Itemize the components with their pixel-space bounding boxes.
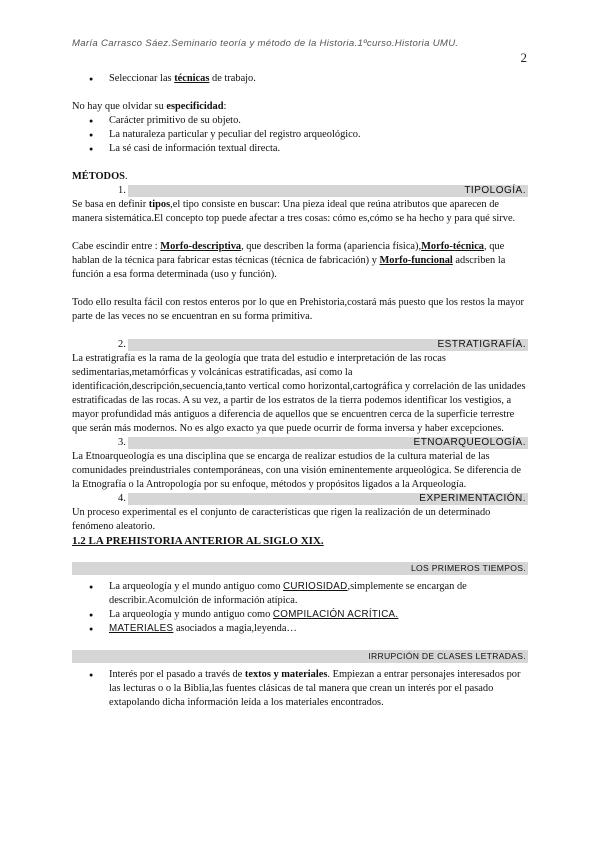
- item-underline: COMPILACIÓN ACRÍTICA.: [272, 609, 399, 620]
- term-morfo-tecnica: Morfo-técnica: [421, 241, 484, 252]
- list-item: [72, 72, 528, 86]
- para-text: ,el tipo consiste en buscar: Una pieza ideal que reúna atributos que aparecen de manera sistemática.El concepto top puede afectar a tres cosas: cómo es,cómo se ha hecho y para qué sirve.: [72, 199, 516, 224]
- list-item: [72, 580, 528, 608]
- tipologia-p2: [72, 240, 528, 282]
- etnoarqueologia-text: La Etnoarqueología es una disciplina que se encarga de realizar estudios de la cultura material de las comunidades preindustriales contemporáneas, con una visión eminentemente arqueológica. Se diferencia de la Etnografía o la Antropología por su enfoque, métodos y propósitos ligados a la Arqueología.: [72, 451, 521, 490]
- item-text: Interés por el pasado a través de: [109, 669, 245, 680]
- item-text: ,simplemente se encargan de describir.Acomulción de información atípica.: [109, 581, 467, 606]
- section-1-2-title: 1.2 LA PREHISTORIA ANTERIOR AL SIGLO XIX.: [72, 535, 324, 547]
- etnoarqueologia-heading: [72, 436, 528, 450]
- para-text: , que describen la forma (apariencia física),: [241, 241, 422, 252]
- item-underline: MATERIALES: [109, 623, 174, 634]
- metodos-heading: [72, 170, 528, 184]
- estratigrafia-text: La estratigrafía es la rama de la geología que trata del estudio e interpretación de las rocas sedimentarias,metamórficas y volcánicas estratificadas, así como la identificación,descripción,secuencia,tanto vertical como horizontal,cartográfica y correlación de las unidades estratificadas de las rocas. A su vez, a partir de los estratos de la tierra podemos identificar los vestigios, a mayor profundidad más antiguos a diferencia de aquellos que se encuentren cerca de la superficie terrestre que serán más modernos. No es algo exacto ya que puede ocurrir de forma inversa y haber excepciones.: [72, 353, 526, 434]
- page-number: 2: [520, 50, 527, 65]
- document-body: [72, 72, 528, 710]
- tipologia-p3: Todo ello resulta fácil con restos enteros por lo que en Prehistoria,costará más puesto que los restos la mayor parte de las veces no se encuentran en su forma primitiva.: [72, 297, 525, 322]
- primeros-tiempos-bar: LOS PRIMEROS TIEMPOS.: [72, 562, 528, 575]
- term-morfo-funcional: Morfo-funcional: [379, 255, 453, 266]
- item-text: . Empiezan a entrar personajes interesados por las lecturas o o la Biblia,las fuentes clásicas de tal manera que crean un interés por el pasado extapolando dicha información leída a los materiales encontrados.: [109, 669, 521, 708]
- experimentacion-heading: [72, 492, 528, 506]
- term-morfo-descriptiva: Morfo-descriptiva: [160, 241, 242, 252]
- item-number: 3.: [118, 437, 126, 448]
- para-text: Cabe escindir entre :: [72, 241, 161, 252]
- item-text: La arqueología y el mundo antiguo como: [109, 581, 283, 592]
- para-text: Se basa en definir: [72, 199, 149, 210]
- list-item: [72, 608, 528, 622]
- item-text: asociados a magia,leyenda…: [173, 623, 297, 634]
- intro-bold: especificidad: [166, 101, 224, 112]
- estratigrafia-heading: [72, 338, 528, 352]
- list-item: [72, 622, 528, 636]
- item-text: de trabajo.: [209, 73, 256, 84]
- section-bar: TIPOLOGÍA.: [128, 185, 528, 197]
- intro-punct: :: [223, 101, 227, 112]
- item-number: 1.: [118, 185, 126, 196]
- tipologia-heading: [72, 184, 528, 198]
- item-bold: técnicas: [174, 73, 210, 84]
- item-text: La arqueología y mundo antiguo como: [109, 609, 273, 620]
- irrupcion-bar: IRRUPCIÓN DE CLASES LETRADAS.: [72, 650, 528, 663]
- tipologia-p1: [72, 198, 528, 226]
- para-text: adscriben la función a esa forma determinada (uso y función).: [72, 255, 506, 280]
- section-bar: ESTRATIGRAFÍA.: [128, 339, 528, 351]
- para-bold: tipos: [148, 199, 171, 210]
- experimentacion-text: Un proceso experimental es el conjunto de características que rigen la realización de un determinado fenómeno aleatorio.: [72, 507, 491, 532]
- item-underline: CURIOSIDAD: [283, 581, 348, 592]
- heading-punct: .: [124, 171, 128, 182]
- item-number: 2.: [118, 339, 126, 350]
- running-header: María Carrasco Sáez.Seminario teoría y método de la Historia.1ºcurso.Historia UMU.: [72, 38, 459, 49]
- section-bar: ETNOARQUEOLOGÍA.: [128, 437, 528, 449]
- especificidad-intro: [72, 100, 528, 114]
- section-bar: EXPERIMENTACIÓN.: [128, 493, 528, 505]
- list-item: ● Carácter primitivo de su objeto.: [72, 114, 528, 128]
- item-number: 4.: [118, 493, 126, 504]
- para-text: , que hablan de la técnica para fabricar estas técnicas (técnica de fabricación) y: [72, 241, 505, 266]
- list-item: ● La sé casi de información textual directa.: [72, 142, 528, 156]
- heading-text: MÉTODOS: [72, 171, 125, 182]
- list-item: [72, 668, 528, 710]
- item-text: Seleccionar las: [109, 73, 175, 84]
- item-bold: textos y materiales: [244, 669, 328, 680]
- list-item: ● La naturaleza particular y peculiar del registro arqueológico.: [72, 128, 528, 142]
- intro-text: No hay que olvidar su: [72, 101, 167, 112]
